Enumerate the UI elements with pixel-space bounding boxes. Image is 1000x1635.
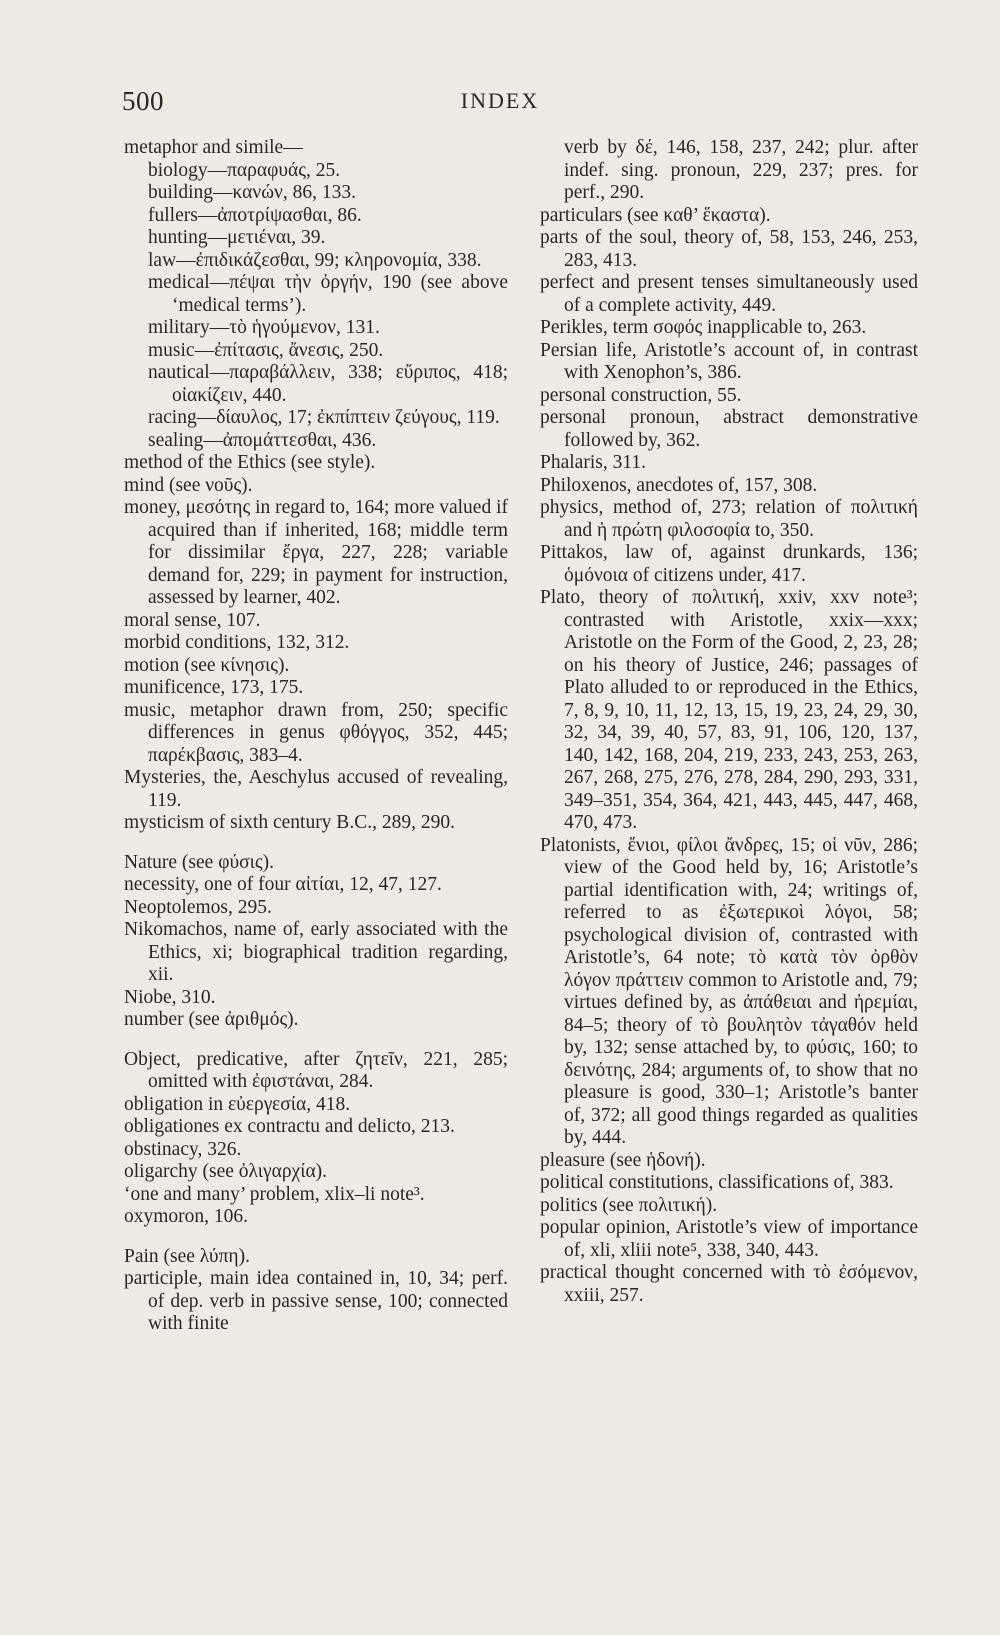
index-subentry: nautical—παραβάλλειν, 338; εὔριπος, 418; οἰακίζειν, 440. [148,362,508,406]
index-column-left [124,137,508,1336]
index-entry: munificence, 173, 175. [124,677,304,698]
index-entry: obstinacy, 326. [124,1138,242,1160]
running-title: INDEX [460,88,540,113]
index-entry: oxymoron, 106. [124,1206,249,1227]
index-entry: mind (see νοῦς). [124,474,253,496]
index-entry: motion (see κίνησις). [124,654,290,676]
index-entry: political constitutions, classifications of, 383. [540,1172,894,1193]
index-entry: Philoxenos, anecdotes of, 157, 308. [540,474,818,496]
index-entry: Persian life, Aristotle’s account of, in contrast with Xenophon’s, 386. [540,339,918,383]
index-subentry: racing—δίαυλος, 17; ἐκπίπτειν ζεύγους, 119. [148,407,500,428]
index-entry: pleasure (see ἡδονή). [540,1149,706,1171]
index-entry: moral sense, 107. [124,609,261,631]
index-entry: music, metaphor drawn from, 250; specific differences in genus φθόγγος, 352, 445; παρέκβασις, 383–4. [124,699,508,766]
index-entry: oligarchy (see ὀλιγαρχία). [124,1161,328,1182]
index-entry: Pittakos, law of, against drunkards, 136; ὁμόνοια of citizens under, 417. [540,542,918,586]
index-entry: Niobe, 310. [124,986,216,1008]
index-entry: metaphor and simile— [124,137,303,158]
index-entry: Nikomachos, name of, early associated with the Ethics, xi; biographical tradition regarding, xii. [124,919,508,985]
index-entry: necessity, one of four αἰτίαι, 12, 47, 127. [124,874,442,895]
index-column-right [540,137,918,1307]
index-entry: Phalaris, 311. [540,452,646,473]
index-entry: practical thought concerned with τὸ ἐσόμενον, xxiii, 257. [540,1262,918,1306]
page-number: 500 [122,86,164,116]
index-entry: popular opinion, Aristotle’s view of importance of, xli, xliii note⁵, 338, 340, 443. [540,1217,918,1261]
index-entry: personal construction, 55. [540,384,742,406]
index-entry: Plato, theory of πολιτική, xxiv, xxv note³; contrasted with Aristotle, xxix—xxx; Aristotle on the Form of the Good, 2, 23, 28; on his theory of Justice, 246; passages of Plato alluded to or reproduced in the Ethics, 7, 8, 9, 10, 11, 12, 13, 15, 19, 23, 24, 29, 30, 32, 34, 39, 40, 57, 83, 91, 106, 120, 137, 140, 142, 168, 204, 219, 233, 243, 253, 263, 267, 268, 275, 276, 278, 284, 290, 293, 331, 349–351, 354, 364, 421, 443, 445, 447, 468, 470, 473. [540,587,918,833]
index-entry: ‘one and many’ problem, xlix–li note³. [124,1183,425,1205]
index-entry: Mysteries, the, Aeschylus accused of revealing, 119. [124,767,508,811]
index-subentry: hunting—μετιέναι, 39. [148,227,326,248]
index-subentry: sealing—ἀπομάττεσθαι, 436. [148,429,377,451]
index-entry: Pain (see λύπη). [124,1245,250,1267]
index-entry: obligationes ex contractu and delicto, 213. [124,1116,455,1137]
index-entry: politics (see πολιτική). [540,1194,718,1216]
index-entry: Perikles, term σοφός inapplicable to, 263. [540,317,867,338]
index-subentry: law—ἐπιδικάζεσθαι, 99; κληρονομία, 338. [148,249,482,271]
index-entry: number (see ἀριθμός). [124,1009,299,1030]
index-subentry: fullers—ἀποτρίψασθαι, 86. [148,204,362,226]
index-entry: money, μεσότης in regard to, 164; more valued if acquired than if inherited, 168; middle term for dissimilar ἔργα, 227, 228; variable demand for, 229; in payment for instruction, assessed by learner, 402. [124,497,508,608]
index-entry: verb by δέ, 146, 158, 237, 242; plur. after indef. sing. pronoun, 229, 237; pres. for perf., 290. [564,137,918,203]
index-entry: perfect and present tenses simultaneously used of a complete activity, 449. [540,272,918,316]
index-entry: obligation in εὐεργεσία, 418. [124,1093,351,1115]
index-subentry: building—κανών, 86, 133. [148,182,356,203]
index-entry: method of the Ethics (see style). [124,452,376,473]
index-subentry: medical—πέψαι τὴν ὀργήν, 190 (see above ‘medical terms’). [148,272,508,316]
index-entry: Neoptolemos, 295. [124,896,272,918]
index-entry: participle, main idea contained in, 10, 34; perf. of dep. verb in passive sense, 100; connected with finite [124,1268,508,1334]
index-entry: personal pronoun, abstract demonstrative followed by, 362. [540,407,918,451]
index-subentry: music—ἐπίτασις, ἄνεσις, 250. [148,339,384,361]
index-subentry: military—τὸ ἡγούμενον, 131. [148,317,380,338]
index-entry: morbid conditions, 132, 312. [124,632,350,653]
index-entry: mysticism of sixth century B.C., 289, 290. [124,812,455,833]
index-subentry: biology—παραφυάς, 25. [148,159,341,181]
index-entry: Platonists, ἔνιοι, φίλοι ἄνδρες, 15; οἱ νῦν, 286; view of the Good held by, 16; Aristotle’s partial identification with, 24; writings of, referred to as ἐξωτερικοὶ λόγοι, 58; psychological division of, contrasted with Aristotle’s, 64 note; τὸ κατὰ τὸν ὀρθὸν λόγον πράττειν common to Aristotle and, 79; virtues defined by, as ἀπάθειαι and ἠρεμίαι, 84–5; theory of τὸ βουλητὸν τἀγαθόν held by, 132; sense attached by, to φύσις, 160; to δεινότης, 284; arguments of, to show that no pleasure is good, 330–1; Aristotle’s banter of, 372; all good things regarded as qualities by, 444. [540,834,918,1148]
index-entry: Nature (see φύσις). [124,851,274,873]
index-entry: physics, method of, 273; relation of πολιτική and ἡ πρώτη φιλοσοφία to, 350. [540,497,918,541]
index-entry: particulars (see καθ’ ἕκαστα). [540,204,771,226]
index-entry: Object, predicative, after ζητεῖν, 221, 285; omitted with ἐφιστάναι, 284. [124,1048,508,1092]
index-entry: parts of the soul, theory of, 58, 153, 246, 253, 283, 413. [540,227,918,271]
